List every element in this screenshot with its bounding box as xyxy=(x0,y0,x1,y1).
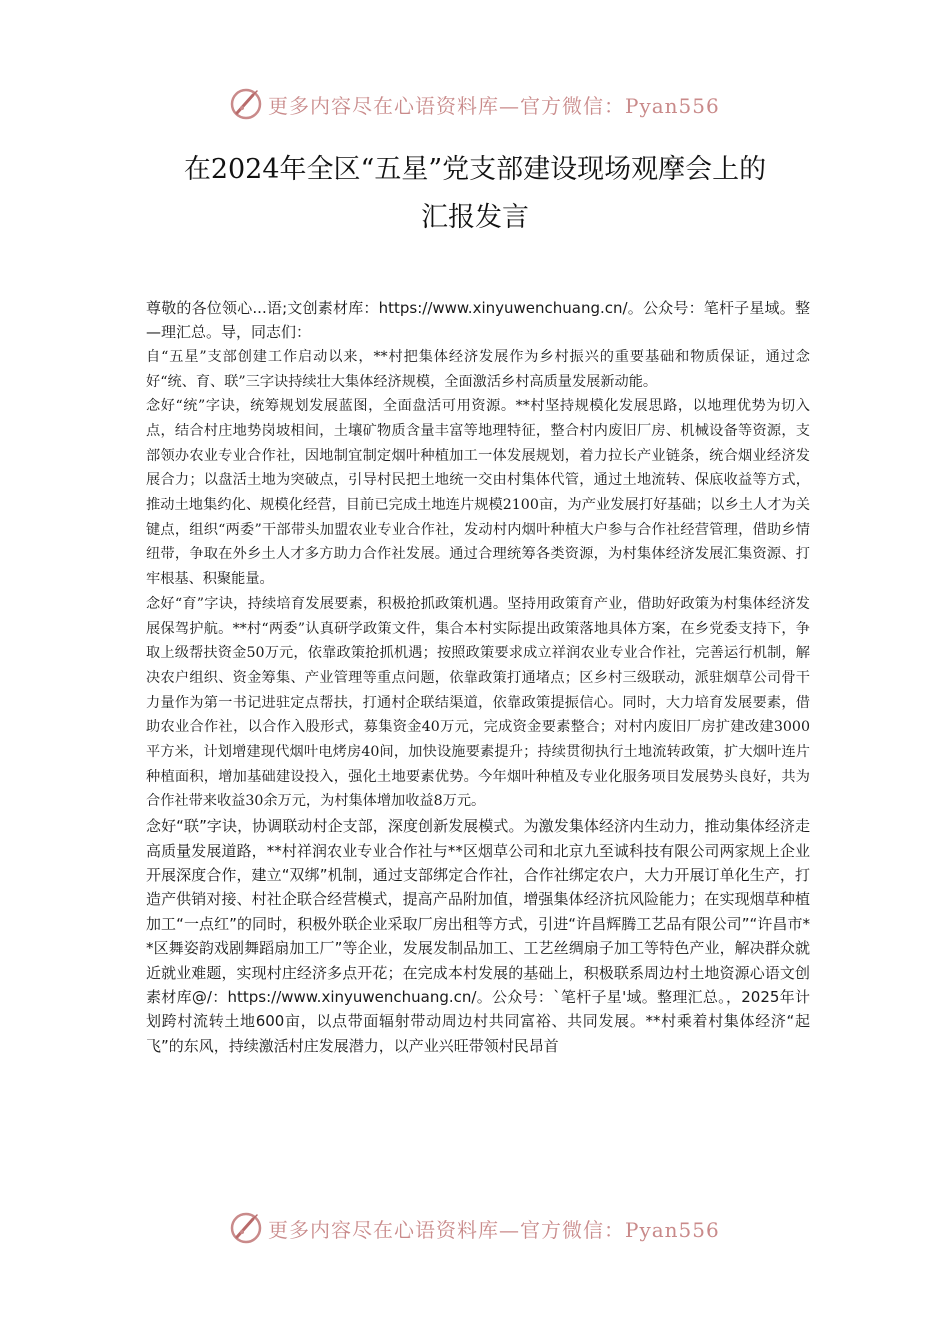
pen-in-circle-logo-icon xyxy=(228,86,264,122)
document-body xyxy=(146,296,810,1058)
watermark-banner-top xyxy=(228,84,728,124)
watermark-banner-bottom xyxy=(228,1208,728,1248)
tong-paragraph: 念好“统”字诀，统筹规划发展蓝图，全面盘活可用资源。**村坚持规模化发展思路，以地理优势为切入点，结合村庄地势岗坡相间，土壤矿物质含量丰富等地理特征，整合村内废旧厂房、机械设备等资源，支部领办农业专业合作社，因地制宜制定烟叶种植加工一体发展规划，着力拉长产业链条，统合烟业经济发展合力；以盘活土地为突破点，引导村民把土地统一交由村集体代管，通过土地流转、保底收益等方式，推动土地集约化、规模化经营，目前已完成土地连片规模2100亩，为产业发展打好基础；以乡土人才为关键点，组织“两委”干部带头加盟农业专业合作社，发动村内烟叶种植大户参与合作社经营管理，借助乡情纽带，争取在外乡土人才多方助力合作社发展。通过合理统筹各类资源，为村集体经济发展汇集资源、打牢根基、积聚能量。 xyxy=(146,398,810,588)
salutation-paragraph: 尊敬的各位领心...语;文创素材库：https://www.xinyuwenchuang.cn/。公众号：笔杆子星域。整—理汇总。导，同志们： xyxy=(146,299,810,342)
watermark-text: 更多内容尽在心语资料库—官方微信：Pyan556 xyxy=(268,93,720,118)
watermark-text: 更多内容尽在心语资料库—官方微信：Pyan556 xyxy=(268,1217,720,1242)
intro-paragraph: 自“五星”支部创建工作启动以来，**村把集体经济发展作为乡村振兴的重要基础和物质保证，通过念好“统、育、联”三字诀持续壮大集体经济规模，全面激活乡村高质量发展新动能。 xyxy=(146,348,810,390)
title-line-1: 在2024年全区“五星”党支部建设现场观摩会上的 xyxy=(183,154,767,185)
page-title xyxy=(120,146,830,242)
pen-in-circle-logo-icon xyxy=(228,1210,264,1246)
lian-paragraph: 念好“联”字诀，协调联动村企支部，深度创新发展模式。为激发集体经济内生动力，推动集体经济走高质量发展道路，**村祥润农业专业合作社与**区烟草公司和北京九至诚科技有限公司两家规上企业开展深度合作，建立“双绑”机制，通过支部绑定合作社，合作社绑定农户，大力开展订单化生产，打造产供销对接、村社企联合经营模式，提高产品附加值，增强集体经济抗风险能力；在实现烟草种植加工“一点红”的同时，积极外联企业采取厂房出租等方式，引进“许昌辉腾工艺品有限公司”“许昌市**区舞姿韵戏剧舞蹈扇加工厂”等企业，发展发制品加工、工艺丝绸扇子加工等特色产业，解决群众就近就业难题，实现村庄经济多点开花；在完成本村发展的基础上，积极联系周边村土地资源心语文创素材库@/：https://www.xinyuwenchuang.cn/。公众号：`笔杆子星'域。整理汇总。，2025年计划跨村流转土地600亩，以点带面辐射带动周边村共同富裕、共同发展。**村乘着村集体经济“起飞”的东风，持续激活村庄发展潜力，以产业兴旺带领村民昂首 xyxy=(146,817,810,1055)
yu-paragraph: 念好“育”字诀，持续培育发展要素，积极抢抓政策机遇。坚持用政策育产业，借助好政策为村集体经济发展保驾护航。**村“两委”认真研学政策文件，集合本村实际提出政策落地具体方案，在乡党委支持下，争取上级帮扶资金50万元，依靠政策抢抓机遇；按照政策要求成立祥润农业专业合作社，完善运行机制，解决农户组织、资金筹集、产业管理等重点问题，依靠政策打通堵点；区乡村三级联动，派驻烟草公司骨干力量作为第一书记进驻定点帮扶，打通村企联结渠道，依靠政策提振信心。同时，大力培育发展要素，借助农业合作社，以合作入股形式，募集资金40万元，完成资金要素整合；对村内废旧厂房扩建改建3000平方米，计划增建现代烟叶电烤房40间，加快设施要素提升；持续贯彻执行土地流转政策，扩大烟叶连片种植面积，增加基础建设投入，强化土地要素优势。今年烟叶种植及专业化服务项目发展势头良好，共为合作社带来收益30余万元，为村集体增加收益8万元。 xyxy=(146,595,810,810)
title-line-2: 汇报发言 xyxy=(421,202,529,233)
